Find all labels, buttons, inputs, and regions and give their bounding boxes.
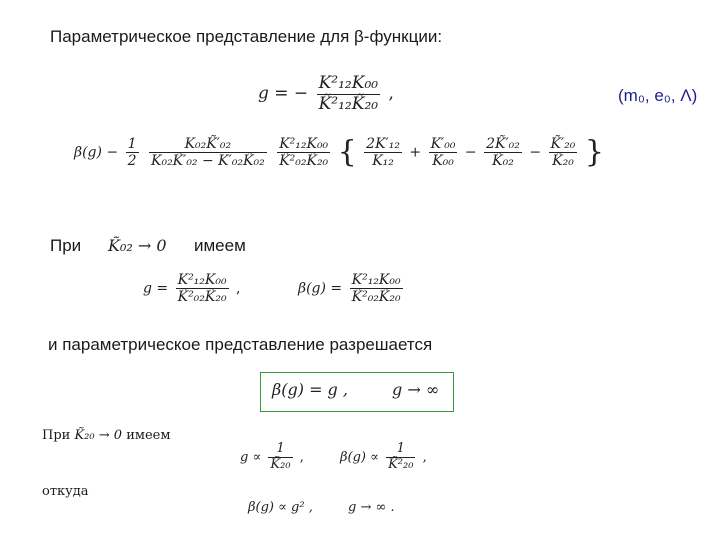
eq4-denominator: K̃²₀₂K̃₂₀ xyxy=(351,289,401,306)
pri-condition: K̃₀₂ → 0 xyxy=(108,236,167,255)
eq2-g1-denominator: K₁₂ xyxy=(372,153,394,170)
eq2-plus: + xyxy=(409,144,422,161)
eq4-lhs: β(g) = xyxy=(298,280,343,297)
equation-beta-g-squared: β(g) ∝ g² , xyxy=(248,500,313,515)
pri-label: При xyxy=(50,236,82,255)
eq6-fraction xyxy=(386,442,415,473)
eq2-g4-denominator: K̃₂₀ xyxy=(552,153,574,170)
eq2-g3-denominator: K̃₀₂ xyxy=(492,153,514,170)
eq5-denominator: K̃₂₀ xyxy=(270,456,291,472)
eq3-denominator: K̃²₀₂K̃₂₀ xyxy=(177,289,227,306)
eq2-lhs: β(g) − xyxy=(74,144,119,161)
eq2-close-brace: } xyxy=(584,134,604,170)
equation-beta-function xyxy=(74,136,604,169)
resolves-text: и параметрическое представление разрешается xyxy=(48,335,433,354)
equation-g-limit xyxy=(143,272,241,305)
eq2-term-1 xyxy=(364,136,402,169)
eq2-fraction-1 xyxy=(149,136,267,169)
equation-beta-limit xyxy=(298,272,406,305)
eq4-numerator: K²₁₂K₀₀ xyxy=(351,272,401,288)
eq2-half-fraction xyxy=(126,136,139,169)
pri2-imeem: имеем xyxy=(126,428,171,443)
eq2-f1-numerator: K₀₂K̃′₀₂ xyxy=(149,136,267,153)
equation-g-definition xyxy=(258,74,394,114)
eq2-minus-2: − xyxy=(529,144,542,161)
eq3-numerator: K²₁₂K₀₀ xyxy=(177,272,227,288)
eq2-fraction-2 xyxy=(277,136,330,169)
slide-heading: Параметрическое представление для β-функции: xyxy=(50,27,443,46)
equation-g-proportional xyxy=(240,442,304,473)
eq6-numerator: 1 xyxy=(386,442,415,458)
eq2-term-3 xyxy=(484,136,522,169)
parameters-label: (m₀, e₀, Λ) xyxy=(618,86,698,105)
eq2-f1-denominator: K₀₂K̃′₀₂ − K′₀₂K̃₀₂ xyxy=(151,153,265,170)
eq5-fraction xyxy=(268,442,292,473)
eq1-denominator: K̃²₁₂K̃₂₀ xyxy=(318,93,379,114)
eq2-g3-numerator: 2K̃′₀₂ xyxy=(486,136,520,152)
eq2-half-numerator: 1 xyxy=(127,136,137,152)
eq3-fraction xyxy=(176,272,229,305)
second-limit-line xyxy=(42,428,170,443)
eq1-comma: , xyxy=(388,83,394,104)
eq1-lhs: g = − xyxy=(258,83,309,104)
pri2-label: При xyxy=(42,428,71,443)
pri2-condition: K̃₂₀ → 0 xyxy=(74,428,123,443)
eq2-g1-numerator: 2K′₁₂ xyxy=(366,136,400,152)
equation-g-to-infinity: g → ∞ . xyxy=(348,500,395,515)
boxed-beta-equals-g: β(g) = g , xyxy=(272,380,348,399)
eq2-g2-numerator: K′₀₀ xyxy=(430,136,456,152)
eq2-half-denominator: 2 xyxy=(127,153,137,170)
eq2-g4-numerator: K̃′₂₀ xyxy=(550,136,576,152)
equation-beta-proportional xyxy=(340,442,427,473)
eq2-term-2 xyxy=(429,136,458,169)
eq6-comma: , xyxy=(422,449,427,465)
eq2-open-brace: { xyxy=(337,134,357,170)
eq2-minus-1: − xyxy=(464,144,477,161)
eq1-fraction xyxy=(317,74,380,114)
eq5-comma: , xyxy=(299,449,304,465)
boxed-g-to-infinity: g → ∞ xyxy=(392,380,440,399)
eq2-term-4 xyxy=(549,136,578,169)
eq3-comma: , xyxy=(236,280,241,297)
imeem-label: имеем xyxy=(194,236,246,255)
eq1-numerator: K²₁₂K₀₀ xyxy=(318,73,379,93)
otkuda-label: откуда xyxy=(42,484,89,499)
eq5-numerator: 1 xyxy=(268,442,292,458)
eq3-lhs: g = xyxy=(143,280,169,297)
eq6-lhs: β(g) ∝ xyxy=(340,449,379,465)
eq6-denominator: K̃²₂₀ xyxy=(388,456,414,472)
eq2-f2-numerator: K²₁₂K₀₀ xyxy=(279,136,329,152)
eq2-f2-denominator: K̃²₀₂K̃₂₀ xyxy=(279,153,329,170)
eq2-g2-denominator: K₀₀ xyxy=(432,153,454,170)
eq4-fraction xyxy=(350,272,403,305)
eq5-lhs: g ∝ xyxy=(240,449,262,465)
